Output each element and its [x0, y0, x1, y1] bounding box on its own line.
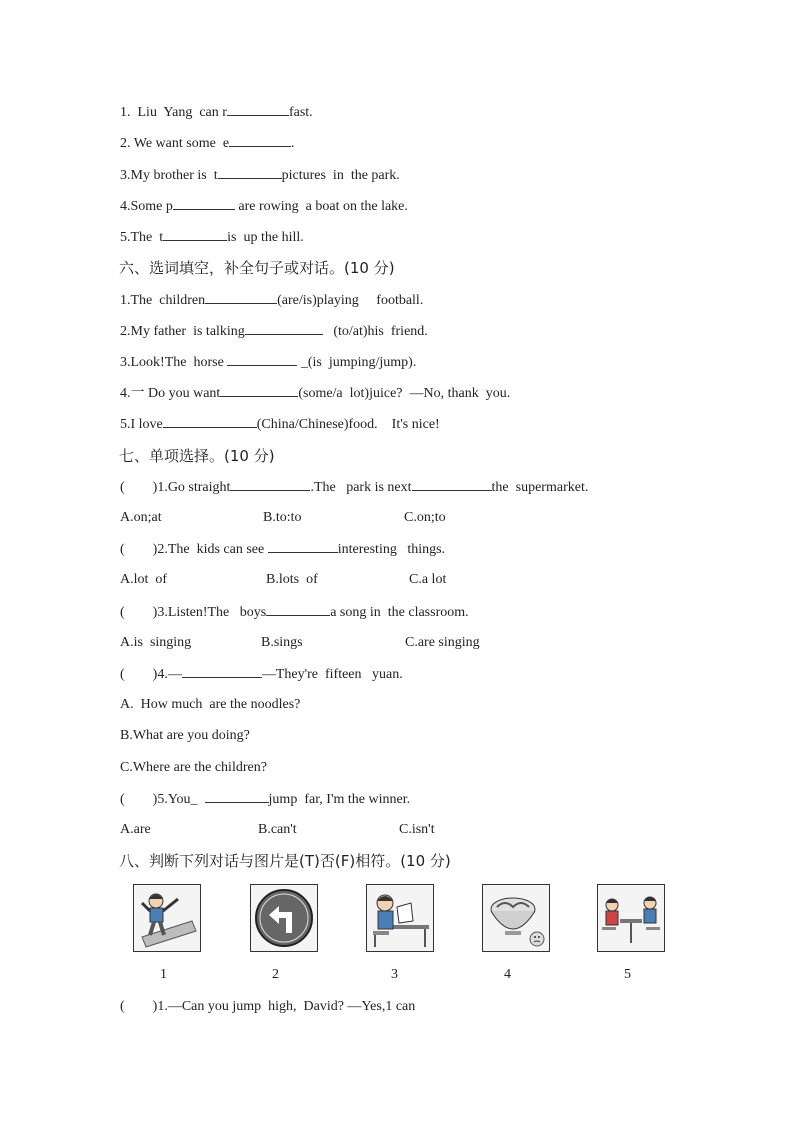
answer-blank[interactable] — [205, 291, 277, 304]
answer-blank[interactable] — [220, 384, 298, 397]
s5-item-1 — [120, 103, 313, 122]
s5-item-5-pre: 5.The t — [120, 230, 164, 245]
s7-q4-opt-a[interactable]: A. How much are the noodles? — [120, 697, 301, 712]
answer-blank[interactable] — [268, 540, 338, 553]
children-chess-icon — [598, 885, 664, 951]
turn-left-sign-icon — [251, 885, 317, 951]
s8-q1: ( )1.—Can you jump high, David? —Yes,1 can — [120, 999, 416, 1014]
section7-title: 七、单项选择。(10 分) — [119, 447, 275, 465]
picture-number-4: 4 — [504, 967, 511, 982]
s7-q5-post: jump far, I'm the winner. — [268, 792, 411, 807]
s7-q2-opt-a[interactable]: A.lot of — [120, 572, 168, 587]
s5-item-4-pre: 4.Some p — [120, 199, 173, 214]
s5-item-4 — [120, 197, 408, 216]
s5-item-2-post: . — [291, 136, 295, 151]
answer-blank[interactable] — [229, 134, 291, 147]
answer-blank[interactable] — [218, 166, 282, 179]
picture-number-2: 2 — [272, 967, 279, 982]
answer-blank[interactable] — [245, 322, 323, 335]
s5-item-3-post: pictures in the park. — [281, 168, 400, 183]
s7-q3-post: a song in the classroom. — [330, 605, 469, 620]
jumping-boy-icon — [134, 885, 200, 951]
answer-blank[interactable] — [412, 478, 492, 491]
s7-q5-opt-a[interactable]: A.are — [120, 822, 151, 837]
s7-q5-pre: ( )5.You_ — [120, 792, 205, 807]
s6-item-4-pre: 4.一 Do you want — [120, 386, 221, 401]
answer-blank[interactable] — [205, 790, 269, 803]
s7-q2-opt-b[interactable]: B.lots of — [266, 572, 318, 587]
s6-item-5-pre: 5.I love — [120, 417, 163, 432]
s7-q3-pre: ( )3.Listen!The boys — [120, 605, 267, 620]
s5-item-1-post: fast. — [288, 105, 313, 120]
section8-title: 八、判断下列对话与图片是(T)否(F)相符。(10 分) — [119, 852, 451, 870]
s5-item-1-pre: 1. Liu Yang can r — [120, 105, 227, 120]
s5-item-2-pre: 2. We want some e — [120, 136, 230, 151]
answer-blank[interactable] — [227, 103, 289, 116]
s6-item-5-post: (China/Chinese)food. It's nice! — [256, 417, 440, 432]
s7-q5-opt-c[interactable]: C.isn't — [399, 822, 435, 837]
s6-item-3 — [120, 353, 416, 372]
s7-q2-post: interesting things. — [337, 542, 446, 557]
s6-item-4 — [120, 384, 510, 403]
s6-item-1-post: (are/is)playing football. — [277, 293, 424, 308]
s5-item-3 — [120, 166, 400, 185]
section6-title: 六、选词填空，补全句子或对话。(10 分) — [119, 259, 395, 277]
answer-blank[interactable] — [173, 197, 235, 210]
s7-q3-opt-c[interactable]: C.are singing — [405, 635, 480, 650]
s7-q5 — [120, 790, 410, 809]
s7-q1-mid: .The park is next — [310, 480, 412, 495]
s6-item-1-pre: 1.The children — [120, 293, 206, 308]
boy-reading-icon — [367, 885, 433, 951]
picture-number-5: 5 — [624, 967, 631, 982]
s7-q3 — [120, 603, 469, 622]
s7-q1-post: the supermarket. — [491, 480, 589, 495]
noodle-bowl-icon — [483, 885, 549, 951]
s7-q4-pre: ( )4.— — [120, 667, 182, 682]
s6-item-5 — [120, 415, 440, 434]
picture-children-chess — [597, 884, 665, 952]
answer-blank[interactable] — [230, 478, 310, 491]
s7-q2-opt-c[interactable]: C.a lot — [409, 572, 447, 587]
picture-noodle-bowl — [482, 884, 550, 952]
s6-item-3-post: _(is jumping/jump). — [297, 355, 417, 370]
picture-boy-reading — [366, 884, 434, 952]
s6-item-1 — [120, 291, 423, 310]
answer-blank[interactable] — [182, 665, 262, 678]
s7-q3-opt-a[interactable]: A.is singing — [120, 635, 192, 650]
answer-blank[interactable] — [163, 415, 257, 428]
picture-turn-left-sign — [250, 884, 318, 952]
s7-q2-pre: ( )2.The kids can see — [120, 542, 268, 557]
picture-jumping-boy — [133, 884, 201, 952]
s6-item-2-post: (to/at)his friend. — [322, 324, 428, 339]
answer-blank[interactable] — [163, 228, 227, 241]
s5-item-3-pre: 3.My brother is t — [120, 168, 218, 183]
s7-q1 — [120, 478, 588, 497]
s7-q3-opt-b[interactable]: B.sings — [261, 635, 303, 650]
s7-q1-opt-b[interactable]: B.to:to — [263, 510, 302, 525]
s7-q4-opt-b[interactable]: B.What are you doing? — [120, 728, 250, 743]
answer-blank[interactable] — [227, 353, 297, 366]
answer-blank[interactable] — [266, 603, 330, 616]
s5-item-4-post: are rowing a boat on the lake. — [234, 199, 408, 214]
picture-number-3: 3 — [391, 967, 398, 982]
s7-q1-pre: ( )1.Go straight — [120, 480, 231, 495]
s7-q4-opt-c[interactable]: C.Where are the children? — [120, 760, 267, 775]
s7-q4-post: —They're fifteen yuan. — [261, 667, 403, 682]
s6-item-3-pre: 3.Look!The horse — [120, 355, 228, 370]
picture-number-1: 1 — [160, 967, 167, 982]
s6-item-4-post: (some/a lot)juice? —No, thank you. — [298, 386, 511, 401]
s7-q4 — [120, 665, 403, 684]
s6-item-2 — [120, 322, 428, 341]
s5-item-5 — [120, 228, 304, 247]
s7-q1-opt-a[interactable]: A.on;at — [120, 510, 162, 525]
s7-q2 — [120, 540, 445, 559]
s5-item-5-post: is up the hill. — [227, 230, 304, 245]
s5-item-2 — [120, 134, 295, 153]
s7-q5-opt-b[interactable]: B.can't — [258, 822, 297, 837]
s6-item-2-pre: 2.My father is talking — [120, 324, 245, 339]
s7-q1-opt-c[interactable]: C.on;to — [404, 510, 446, 525]
